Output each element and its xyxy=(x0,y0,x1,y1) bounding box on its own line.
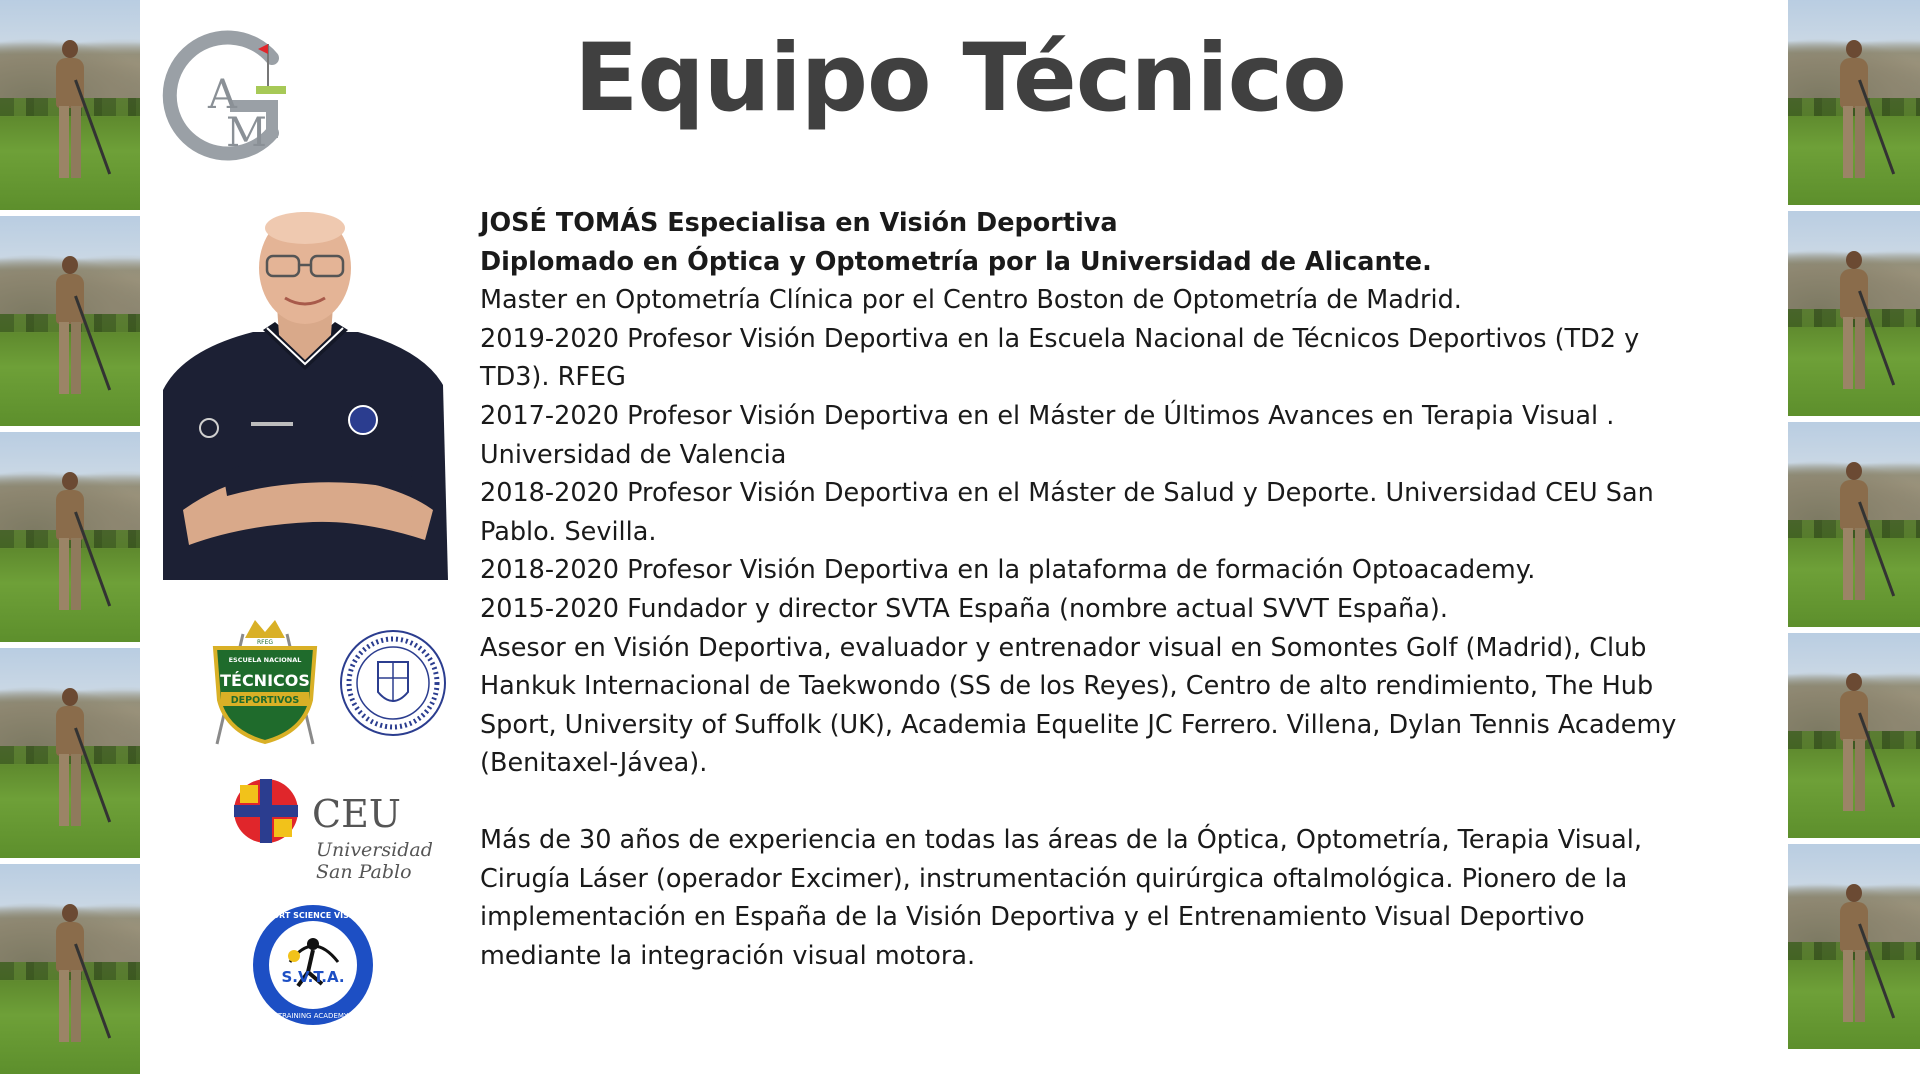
golfer-photo xyxy=(1788,0,1920,205)
svg-text:Universidad: Universidad xyxy=(316,839,432,861)
svg-text:TÉCNICOS: TÉCNICOS xyxy=(220,671,310,690)
golfer-photo xyxy=(0,0,140,210)
svg-text:TRAINING ACADEMY: TRAINING ACADEMY xyxy=(277,1012,349,1020)
golfer-photo xyxy=(1788,211,1920,416)
bio-line: 2017-2020 Profesor Visión Deportiva en el Máster de Últimos Avances en Terapia Visual . Universidad de Valencia xyxy=(480,400,1615,470)
golfer-photo xyxy=(1788,844,1920,1049)
svg-text:M: M xyxy=(226,110,267,156)
paragraph-gap xyxy=(480,783,1710,821)
svg-text:S.V.T.A.: S.V.T.A. xyxy=(281,968,345,986)
svg-text:ESCUELA NACIONAL: ESCUELA NACIONAL xyxy=(228,656,302,664)
golfer-photo xyxy=(0,432,140,642)
svta-logo xyxy=(250,902,376,1028)
bio-name-line: JOSÉ TOMÁS Especialisa en Visión Deportiva xyxy=(480,208,1118,238)
golfer-photo xyxy=(0,648,140,858)
golfer-photo xyxy=(0,216,140,426)
bio-diploma-line: Diplomado en Óptica y Optometría por la Universidad de Alicante. xyxy=(480,246,1432,277)
svg-text:San Pablo: San Pablo xyxy=(316,861,412,883)
svg-text:CEU: CEU xyxy=(312,792,401,836)
university-seal-logo xyxy=(338,628,448,738)
page-title: Equipo Técnico xyxy=(574,24,1346,133)
bio-line: 2018-2020 Profesor Visión Deportiva en la plataforma de formación Optoacademy. xyxy=(480,555,1536,586)
bio-closing: Más de 30 años de experiencia en todas las áreas de la Óptica, Optometría, Terapia Visual, Cirugía Láser (operador Excimer), instrumentación quirúrgica oftalmológica. Pionero de la implementación en España de la Visión Deportiva y el Entrenamiento Visual Deportivo mediante la integración visual motora. xyxy=(480,824,1642,971)
portrait-photo xyxy=(163,210,448,580)
right-photo-strip xyxy=(1788,0,1920,1080)
bio-line: 2018-2020 Profesor Visión Deportiva en el Máster de Salud y Deporte. Universidad CEU San Pablo. Sevilla. xyxy=(480,478,1654,547)
svg-text:SPORT SCIENCE VISION: SPORT SCIENCE VISION xyxy=(260,911,366,920)
bio-text xyxy=(480,204,1710,975)
svg-text:A: A xyxy=(208,72,237,118)
svg-text:DEPORTIVOS: DEPORTIVOS xyxy=(230,695,300,706)
ceu-logo xyxy=(232,775,432,885)
left-photo-strip xyxy=(0,0,140,1080)
golfer-photo xyxy=(0,864,140,1074)
bio-line: Asesor en Visión Deportiva, evaluador y entrenador visual en Somontes Golf (Madrid), Club Hankuk Internacional de Taekwondo (SS de los Reyes), Centro de alto rendimiento, The Hub Sport, University of Suffolk (UK), Academia Equelite JC Ferrero. Villena, Dylan Tennis Academy (Benitaxel-Jávea). xyxy=(480,632,1677,779)
svg-text:RFEG: RFEG xyxy=(256,639,274,646)
tecnicos-deportivos-logo xyxy=(203,614,327,748)
golfer-photo xyxy=(1788,422,1920,627)
golfer-photo xyxy=(1788,633,1920,838)
bio-line: 2019-2020 Profesor Visión Deportiva en la Escuela Nacional de Técnicos Deportivos (TD2 y TD3). RFEG xyxy=(480,323,1640,393)
bio-line: Master en Optometría Clínica por el Centro Boston de Optometría de Madrid. xyxy=(480,285,1462,316)
bio-line: 2015-2020 Fundador y director SVTA España (nombre actual SVVT España). xyxy=(480,593,1448,624)
